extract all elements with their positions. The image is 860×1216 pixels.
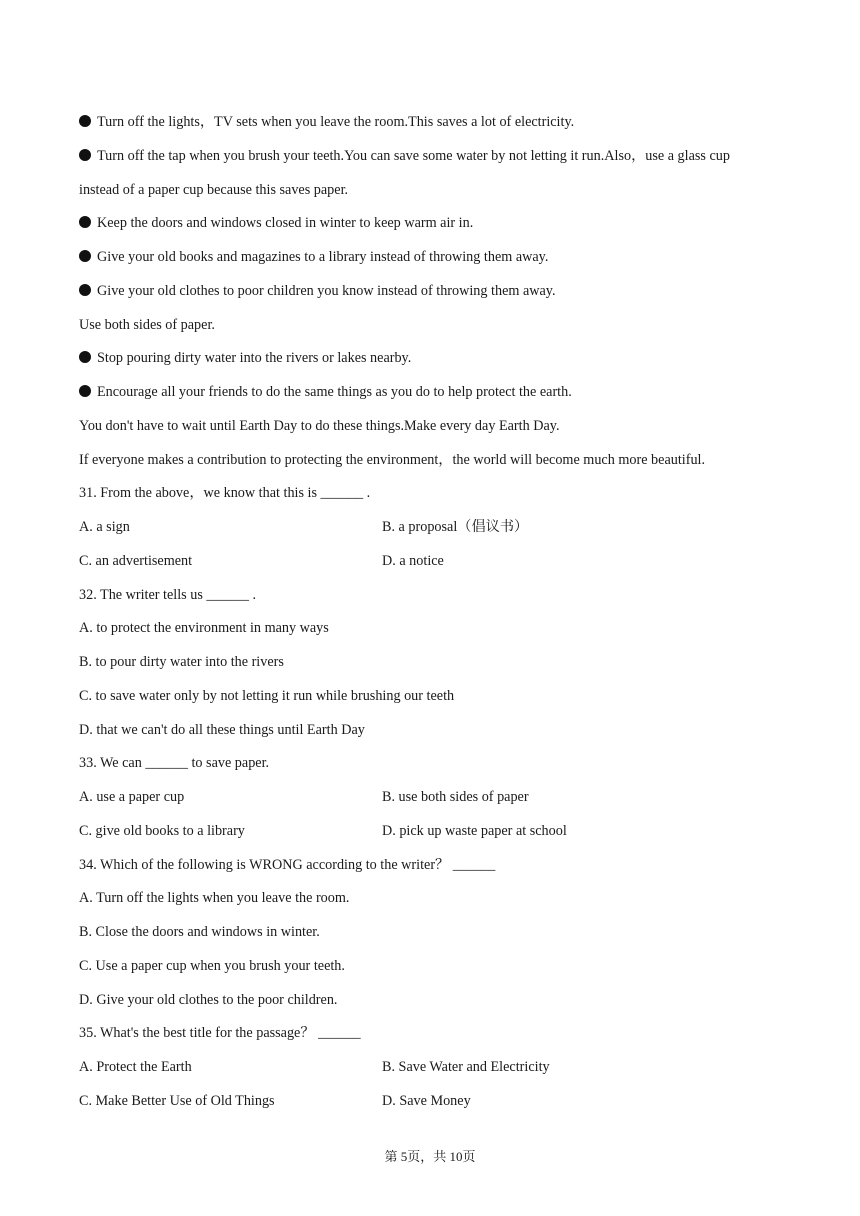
page-footer: 第 5页，共 10页 (384, 1149, 476, 1164)
passage-text: Encourage all your friends to do the same things as you do to help protect the earth. (97, 384, 572, 400)
bullet-icon (79, 250, 91, 262)
passage-line (79, 316, 820, 334)
option-row (79, 822, 820, 840)
passage-text: Give your old books and magazines to a library instead of throwing them away. (97, 249, 549, 265)
question-stem (79, 754, 820, 772)
option-c (79, 957, 820, 975)
passage-text: Keep the doors and windows closed in winter to keep warm air in. (97, 215, 474, 232)
question-text: 31. From the above，we know that this is ______ . (79, 485, 371, 502)
question-stem (79, 484, 820, 502)
passage-text: Turn off the tap when you brush your teeth.You can save some water by not letting it run.Also，use a glass cup (97, 147, 730, 164)
question-text: 34. Which of the following is WRONG according to the writer？ ______ (79, 856, 496, 873)
option-d: D. pick up waste paper at school (382, 822, 567, 839)
bullet-icon (79, 284, 91, 296)
question-text: 33. We can ______ to save paper. (79, 755, 270, 772)
passage-line (79, 282, 820, 300)
option-d: D. Save Money (382, 1092, 471, 1109)
option-a: A. a sign (79, 519, 130, 535)
bullet-icon (79, 115, 91, 127)
option-text: A. to protect the environment in many ways (79, 620, 329, 637)
option-c: C. give old books to a library (79, 822, 245, 839)
option-b: B. Save Water and Electricity (382, 1059, 550, 1075)
option-d (79, 721, 820, 739)
passage-line (79, 147, 820, 165)
option-b: B. use both sides of paper (382, 789, 529, 805)
option-row (79, 1092, 820, 1110)
passage-line (79, 113, 820, 131)
passage-line (79, 383, 820, 401)
option-a: A. use a paper cup (79, 789, 185, 805)
passage-line (79, 214, 820, 232)
question-stem (79, 1024, 820, 1042)
option-c: C. an advertisement (79, 552, 193, 569)
option-c (79, 687, 820, 705)
passage-text: Give your old clothes to poor children you know instead of throwing them away. (97, 282, 556, 299)
option-row (79, 518, 820, 536)
passage-line (79, 417, 820, 435)
bullet-icon (79, 149, 91, 161)
passage-text: Stop pouring dirty water into the rivers or lakes nearby. (97, 350, 412, 367)
passage-line (79, 181, 820, 199)
question-stem (79, 586, 820, 604)
passage-text: Use both sides of paper. (79, 316, 215, 333)
question-stem (79, 856, 820, 874)
passage-text: You don't have to wait until Earth Day to do these things.Make every day Earth Day. (79, 417, 560, 434)
option-b: B. a proposal（倡议书） (382, 519, 529, 535)
option-b (79, 923, 820, 941)
bullet-icon (79, 385, 91, 397)
option-text: A. Turn off the lights when you leave the room. (79, 890, 350, 907)
option-a (79, 619, 820, 637)
bullet-icon (79, 216, 91, 228)
option-d: D. a notice (382, 552, 444, 569)
passage-text: If everyone makes a contribution to protecting the environment，the world will become much more beautiful. (79, 451, 706, 468)
option-row (79, 788, 820, 806)
option-d (79, 991, 820, 1009)
option-text: C. to save water only by not letting it run while brushing our teeth (79, 687, 455, 704)
bullet-icon (79, 351, 91, 363)
option-text: B. to pour dirty water into the rivers (79, 654, 284, 670)
option-a: A. Protect the Earth (79, 1059, 192, 1075)
option-text: B. Close the doors and windows in winter. (79, 924, 320, 940)
passage-line (79, 349, 820, 367)
question-text: 32. The writer tells us ______ . (79, 586, 257, 603)
option-text: D. Give your old clothes to the poor children. (79, 991, 338, 1008)
option-b (79, 653, 820, 671)
passage-text: Turn off the lights，TV sets when you leave the room.This saves a lot of electricity. (97, 114, 575, 130)
option-a (79, 889, 820, 907)
option-row (79, 552, 820, 570)
passage-line (79, 248, 820, 266)
option-c: C. Make Better Use of Old Things (79, 1092, 275, 1109)
passage-text: instead of a paper cup because this saves paper. (79, 181, 349, 198)
option-row (79, 1058, 820, 1076)
option-text: D. that we can't do all these things until Earth Day (79, 721, 365, 738)
question-text: 35. What's the best title for the passage？ ______ (79, 1025, 361, 1042)
passage-line (79, 451, 820, 469)
option-text: C. Use a paper cup when you brush your teeth. (79, 957, 345, 974)
